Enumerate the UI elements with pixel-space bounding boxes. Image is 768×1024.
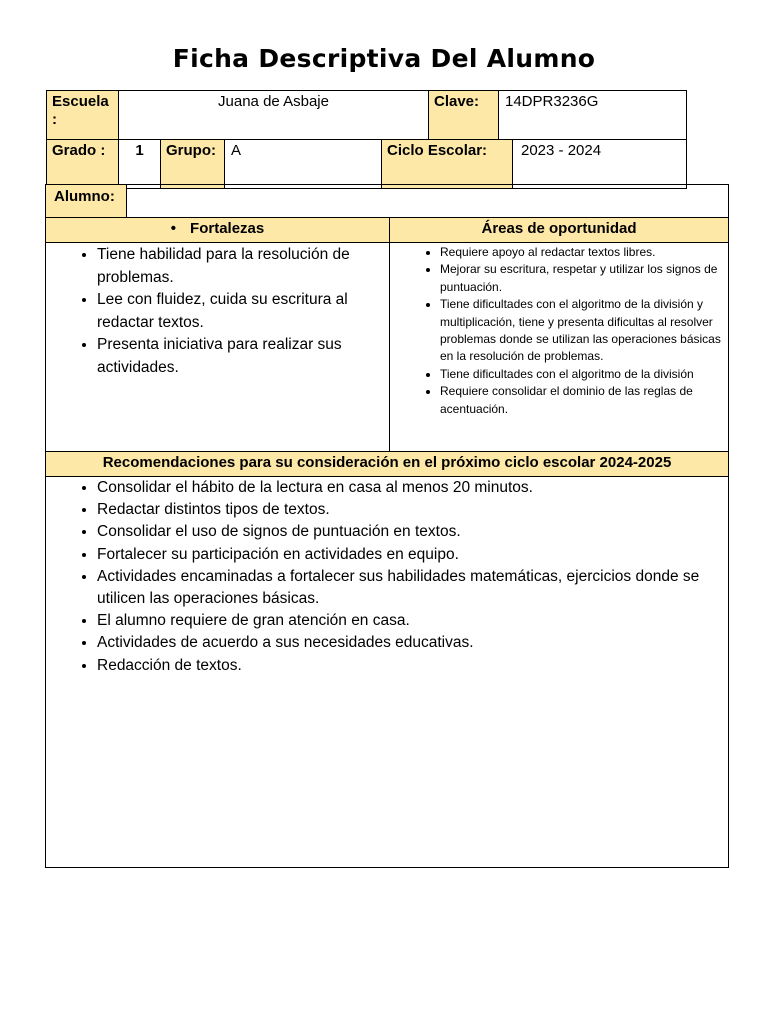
bullet-icon: •	[170, 220, 177, 237]
grupo-value: A	[225, 140, 382, 189]
clave-value: 14DPR3236G	[499, 91, 687, 140]
list-item: • Requiere apoyo al redactar textos libres.	[440, 244, 728, 261]
recomendaciones-list	[46, 477, 728, 677]
ciclo-label: Ciclo Escolar:	[382, 140, 513, 189]
grado-label: Grado :	[47, 140, 119, 189]
clave-label: Clave:	[429, 91, 499, 140]
list-item: • Lee con fluidez, cuida su escritura al redactar textos.	[97, 289, 389, 334]
list-item: • Redacción de textos.	[97, 655, 728, 677]
page-title: Ficha Descriptiva Del Alumno	[172, 44, 596, 73]
fortalezas-cell	[46, 243, 390, 452]
list-item: • Consolidar el uso de signos de puntuación en textos.	[97, 521, 728, 543]
alumno-value	[127, 185, 729, 218]
fortalezas-list	[46, 244, 389, 379]
student-evaluation-table	[45, 184, 729, 868]
list-item: • Tiene habilidad para la resolución de problemas.	[97, 244, 389, 289]
list-item: • Tiene dificultades con el algoritmo de la división y multiplicación, tiene y presenta dificultas al resolver problemas donde se utilizan las operaciones básicas en la resolución de problemas.	[440, 296, 728, 366]
list-item: • Actividades de acuerdo a sus necesidades educativas.	[97, 632, 728, 654]
recomendaciones-heading: Recomendaciones para su consideración en el próximo ciclo escolar 2024-2025	[46, 452, 729, 477]
ciclo-value: 2023 - 2024	[513, 140, 687, 189]
fortalezas-heading	[46, 218, 390, 243]
escuela-value: Juana de Asbaje	[119, 91, 429, 140]
list-item: • Requiere consolidar el dominio de las reglas de acentuación.	[440, 383, 728, 418]
areas-list	[390, 244, 728, 418]
fortalezas-heading-text: Fortalezas	[190, 220, 265, 237]
list-item: • Redactar distintos tipos de textos.	[97, 499, 728, 521]
grado-value: 1	[119, 140, 161, 189]
escuela-label: Escuela :	[47, 91, 119, 140]
school-info-table	[46, 90, 687, 189]
list-item: • Presenta iniciativa para realizar sus actividades.	[97, 334, 389, 379]
areas-heading: Áreas de oportunidad	[390, 218, 729, 243]
grupo-label: Grupo:	[161, 140, 225, 189]
list-item: • Fortalecer su participación en actividades en equipo.	[97, 544, 728, 566]
alumno-label: Alumno:	[46, 185, 127, 218]
list-item: • Tiene dificultades con el algoritmo de la división	[440, 366, 728, 383]
list-item: • Mejorar su escritura, respetar y utilizar los signos de puntuación.	[440, 261, 728, 296]
list-item: • Consolidar el hábito de la lectura en casa al menos 20 minutos.	[97, 477, 728, 499]
list-item: • Actividades encaminadas a fortalecer sus habilidades matemáticas, ejercicios donde se utilicen las operaciones básicas.	[97, 566, 728, 610]
list-item: • El alumno requiere de gran atención en casa.	[97, 610, 728, 632]
recomendaciones-cell	[46, 477, 729, 868]
areas-cell	[390, 243, 729, 452]
